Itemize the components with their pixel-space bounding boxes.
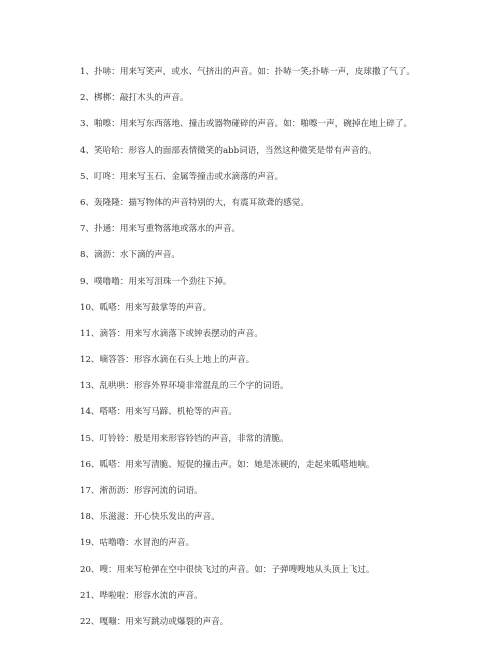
list-item: 12、嘀答答：形容水滴在石头上地上的声音。 [80, 355, 255, 366]
list-item: 10、呱嗒：用来写鼓掌等的声音。 [80, 302, 212, 313]
onomatopoeia-list [80, 62, 460, 638]
list-item: 1、扑哧：用来写笑声，或水、气挤出的声音。如：扑哧一笑;扑哧一声，皮球撒了气了。 [80, 67, 415, 77]
list-item: 7、扑通：用来写重物落地或落水的声音。 [80, 224, 241, 235]
list-item: 8、滴沥：水下滴的声音。 [80, 250, 180, 261]
list-item: 21、哗啦啦：形容水流的声音。 [80, 590, 203, 601]
list-item: 11、滴答：用来写水滴落下或钟表摆动的声音。 [80, 328, 263, 339]
list-item: 9、噗噜噜：用来写泪珠一个劲往下掉。 [80, 276, 232, 287]
list-item: 2、梆梆：敲打木头的声音。 [80, 93, 189, 104]
list-item: 20、嗖：用来写枪弹在空中很快飞过的声音。如：子弹嗖嗖地从头顶上飞过。 [80, 564, 375, 575]
list-item: 22、嘎嘣：用来写跳动或爆裂的声音。 [80, 616, 229, 627]
list-item: 17、淅沥沥：形容河流的词语。 [80, 486, 203, 496]
list-item: 15、叮铃铃：般是用来形容铃铛的声音，非常的清脆。 [80, 433, 289, 444]
list-item: 16、呱嗒：用来写清脆、短促的撞击声。如：她是冻硬的，走起来呱嗒地响。 [80, 459, 375, 470]
list-item: 6、轰隆隆：描写物体的声音特别的大，有震耳欲聋的感觉。 [80, 197, 309, 208]
list-item: 18、乐滋滋：开心快乐发出的声音。 [80, 512, 220, 523]
list-item: 13、乱哄哄：形容外界环境非常混乱的三个字的词语。 [80, 381, 289, 392]
list-item: 5、叮咚：用来写玉石、金属等撞击或水滴落的声音。 [80, 171, 284, 182]
list-item: 3、啪嚓：用来写东西落地、撞击或器物碰碎的声音。如：啪嚓一声，碗掉在地上碎了。 [80, 119, 413, 130]
list-item: 14、嗒嗒：用来写马蹄、机枪等的声音。 [80, 407, 238, 418]
list-item: 4、笑哈哈：形容人的面部表情微笑的abb词语，当然这种微笑是带有声音的。 [80, 145, 377, 156]
list-item: 19、咕噜噜：水冒泡的声音。 [80, 538, 195, 549]
